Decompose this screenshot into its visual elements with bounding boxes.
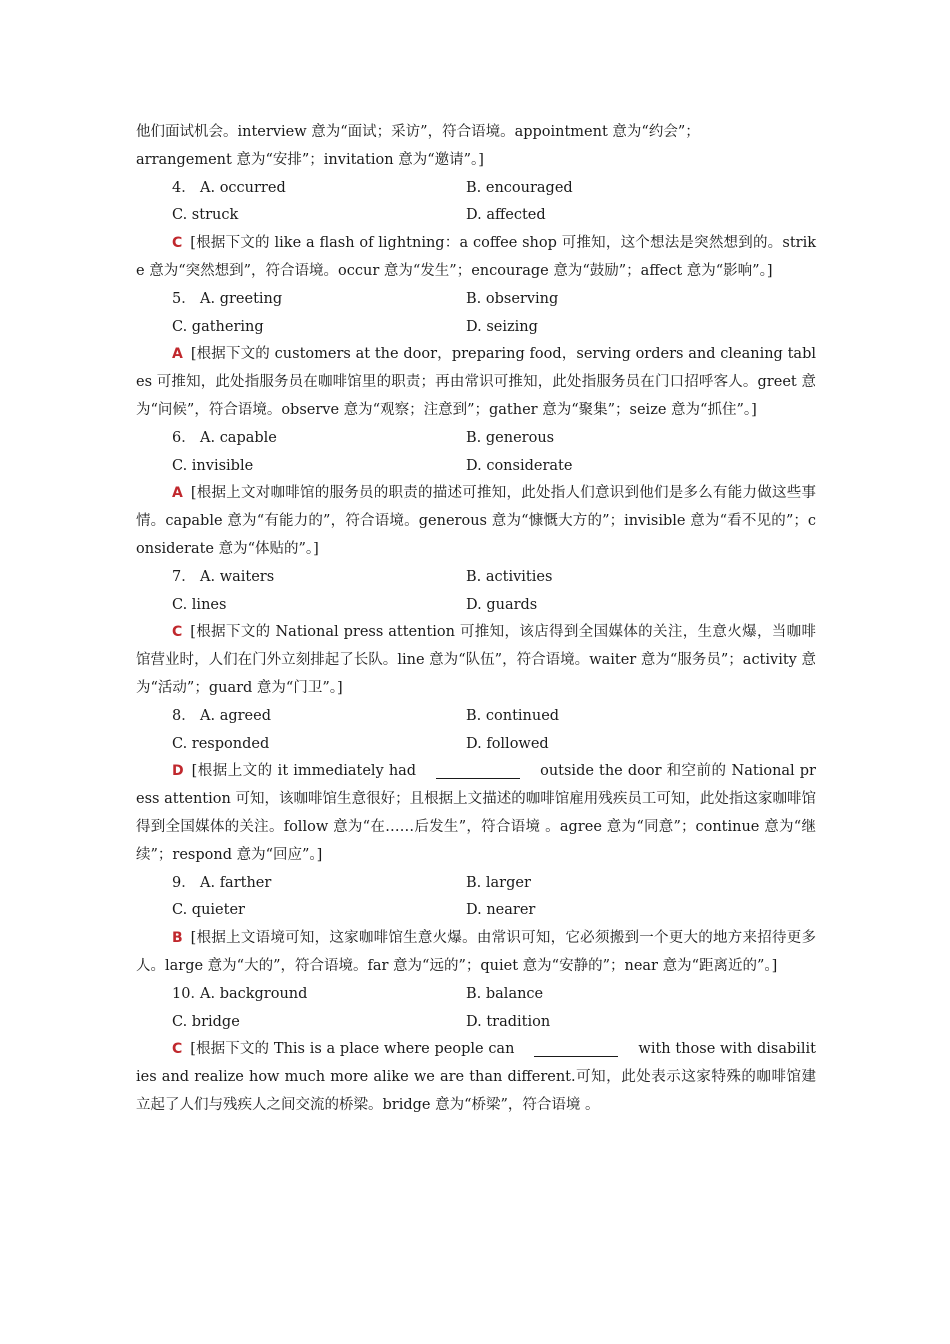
option-b: B. encouraged — [466, 179, 573, 196]
option-b: B. generous — [466, 429, 555, 446]
option-d: D. affected — [466, 207, 546, 224]
explanation — [136, 758, 816, 869]
question-number: 8． — [172, 707, 196, 724]
explanation — [136, 619, 816, 702]
question-8 — [136, 703, 816, 870]
page-content — [136, 119, 816, 1120]
options-row — [136, 175, 816, 203]
option-a: A. background — [200, 985, 308, 1002]
option-c: C. invisible — [172, 457, 254, 474]
options-row — [136, 592, 816, 620]
question-7 — [136, 564, 816, 703]
explanation-text: [根据下文的 customers at the door，preparing food，serving orders and cleaning tables 可推知，此处指服务员在咖啡馆里的职责；再由常识可推知，此处指服务员在门口招呼客人。greet 意为“问候”，符合语境。observe 意为“观察；注意到”；gather 意为“聚集”；seize 意为“抓住”。] — [136, 346, 816, 418]
question-number: 7． — [172, 568, 196, 585]
options-row — [136, 703, 816, 731]
answer-letter: C — [172, 624, 183, 641]
intro-line-1: 他们面试机会。interview 意为“面试；采访”，符合语境。appointment 意为“约会”； — [136, 124, 700, 140]
option-c: C. quieter — [172, 902, 245, 919]
option-a: A. agreed — [200, 707, 271, 724]
explanation-text-cont: with those with disabilities and realize how much more alike we are than different.可知，此处表示这家特殊的咖啡馆建立起了人们与残疾人之间交流的桥梁。bridge 意为“桥梁”，符合语境 。 — [136, 1041, 816, 1113]
option-d: D. nearer — [466, 902, 536, 919]
options-row — [136, 314, 816, 342]
option-c: C. bridge — [172, 1013, 240, 1030]
option-d: D. followed — [466, 735, 549, 752]
question-number: 5． — [172, 290, 196, 307]
question-10 — [136, 981, 816, 1120]
options-row — [136, 897, 816, 925]
option-b: B. balance — [466, 985, 544, 1002]
question-9 — [136, 870, 816, 981]
explanation-text-cont: outside the door 和空前的 National press attention 可知，该咖啡馆生意很好；且根据上文描述的咖啡馆雇用残疾员工可知，此处指这家咖啡馆得到全国媒体的关注。follow 意为“在……后发生”，符合语境 。agree 意为“同意”；continue 意为“继续”；respond 意为“回应”。] — [136, 763, 816, 863]
options-row — [136, 1009, 816, 1037]
options-row — [136, 202, 816, 230]
option-c: C. responded — [172, 735, 270, 752]
option-c: C. struck — [172, 207, 239, 224]
option-b: B. observing — [466, 290, 559, 307]
answer-letter: C — [172, 1041, 183, 1058]
explanation-text: [根据下文的 This is a place where people can — [190, 1041, 515, 1058]
option-a: A. waiters — [200, 568, 275, 585]
question-number: 4． — [172, 179, 196, 196]
explanation — [136, 230, 816, 286]
answer-letter: A — [172, 485, 183, 502]
options-row — [136, 286, 816, 314]
explanation — [136, 341, 816, 424]
options-row — [136, 425, 816, 453]
answer-letter: C — [172, 235, 183, 252]
option-b: B. larger — [466, 874, 531, 891]
explanation-text: [根据上文语境可知，这家咖啡馆生意火爆。由常识可知，它必须搬到一个更大的地方来招待更多人。large 意为“大的”，符合语境。far 意为“远的”；quiet 意为“安静的”；near 意为“距离近的”。] — [136, 930, 816, 974]
option-b: B. continued — [466, 707, 560, 724]
question-4 — [136, 175, 816, 286]
question-6 — [136, 425, 816, 564]
question-number: 9． — [172, 874, 196, 891]
explanation — [136, 1036, 816, 1119]
explanation — [136, 480, 816, 563]
question-number: 6． — [172, 429, 196, 446]
option-b: B. activities — [466, 568, 553, 585]
explanation — [136, 925, 816, 981]
options-row — [136, 870, 816, 898]
question-number: 10． — [172, 985, 205, 1002]
option-a: A. farther — [200, 874, 272, 891]
question-5 — [136, 286, 816, 425]
answer-letter: A — [172, 346, 183, 363]
explanation-text: [根据下文的 National press attention 可推知，该店得到全国媒体的关注，生意火爆，当咖啡馆营业时，人们在门外立刻排起了长队。line 意为“队伍”，符合语境。waiter 意为“服务员”；activity 意为“活动”；guard 意为“门卫”。] — [136, 624, 816, 696]
option-d: D. guards — [466, 596, 538, 613]
intro-paragraph — [136, 119, 816, 175]
options-row — [136, 453, 816, 481]
answer-letter: D — [172, 763, 184, 780]
option-d: D. tradition — [466, 1013, 551, 1030]
options-row — [136, 731, 816, 759]
option-a: A. greeting — [200, 290, 283, 307]
option-d: D. seizing — [466, 318, 538, 335]
intro-line-2: arrangement 意为“安排”；invitation 意为“邀请”。] — [136, 151, 484, 168]
explanation-text: [根据上文对咖啡馆的服务员的职责的描述可推知，此处指人们意识到他们是多么有能力做这些事情。capable 意为“有能力的”，符合语境。generous 意为“慷慨大方的”；invisible 意为“看不见的”；considerate 意为“体贴的”。] — [136, 485, 816, 557]
answer-blank — [534, 1042, 618, 1057]
option-a: A. occurred — [200, 179, 286, 196]
option-a: A. capable — [200, 429, 277, 446]
option-c: C. gathering — [172, 318, 264, 335]
explanation-text: [根据下文的 like a flash of lightning：a coffee shop 可推知，这个想法是突然想到的。strike 意为“突然想到”，符合语境。occur 意为“发生”；encourage 意为“鼓励”；affect 意为“影响”。] — [136, 235, 816, 279]
options-row — [136, 564, 816, 592]
answer-blank — [436, 764, 520, 779]
options-row — [136, 981, 816, 1009]
explanation-text: [根据上文的 it immediately had — [191, 763, 417, 780]
option-d: D. considerate — [466, 457, 573, 474]
option-c: C. lines — [172, 596, 227, 613]
answer-letter: B — [172, 930, 183, 947]
